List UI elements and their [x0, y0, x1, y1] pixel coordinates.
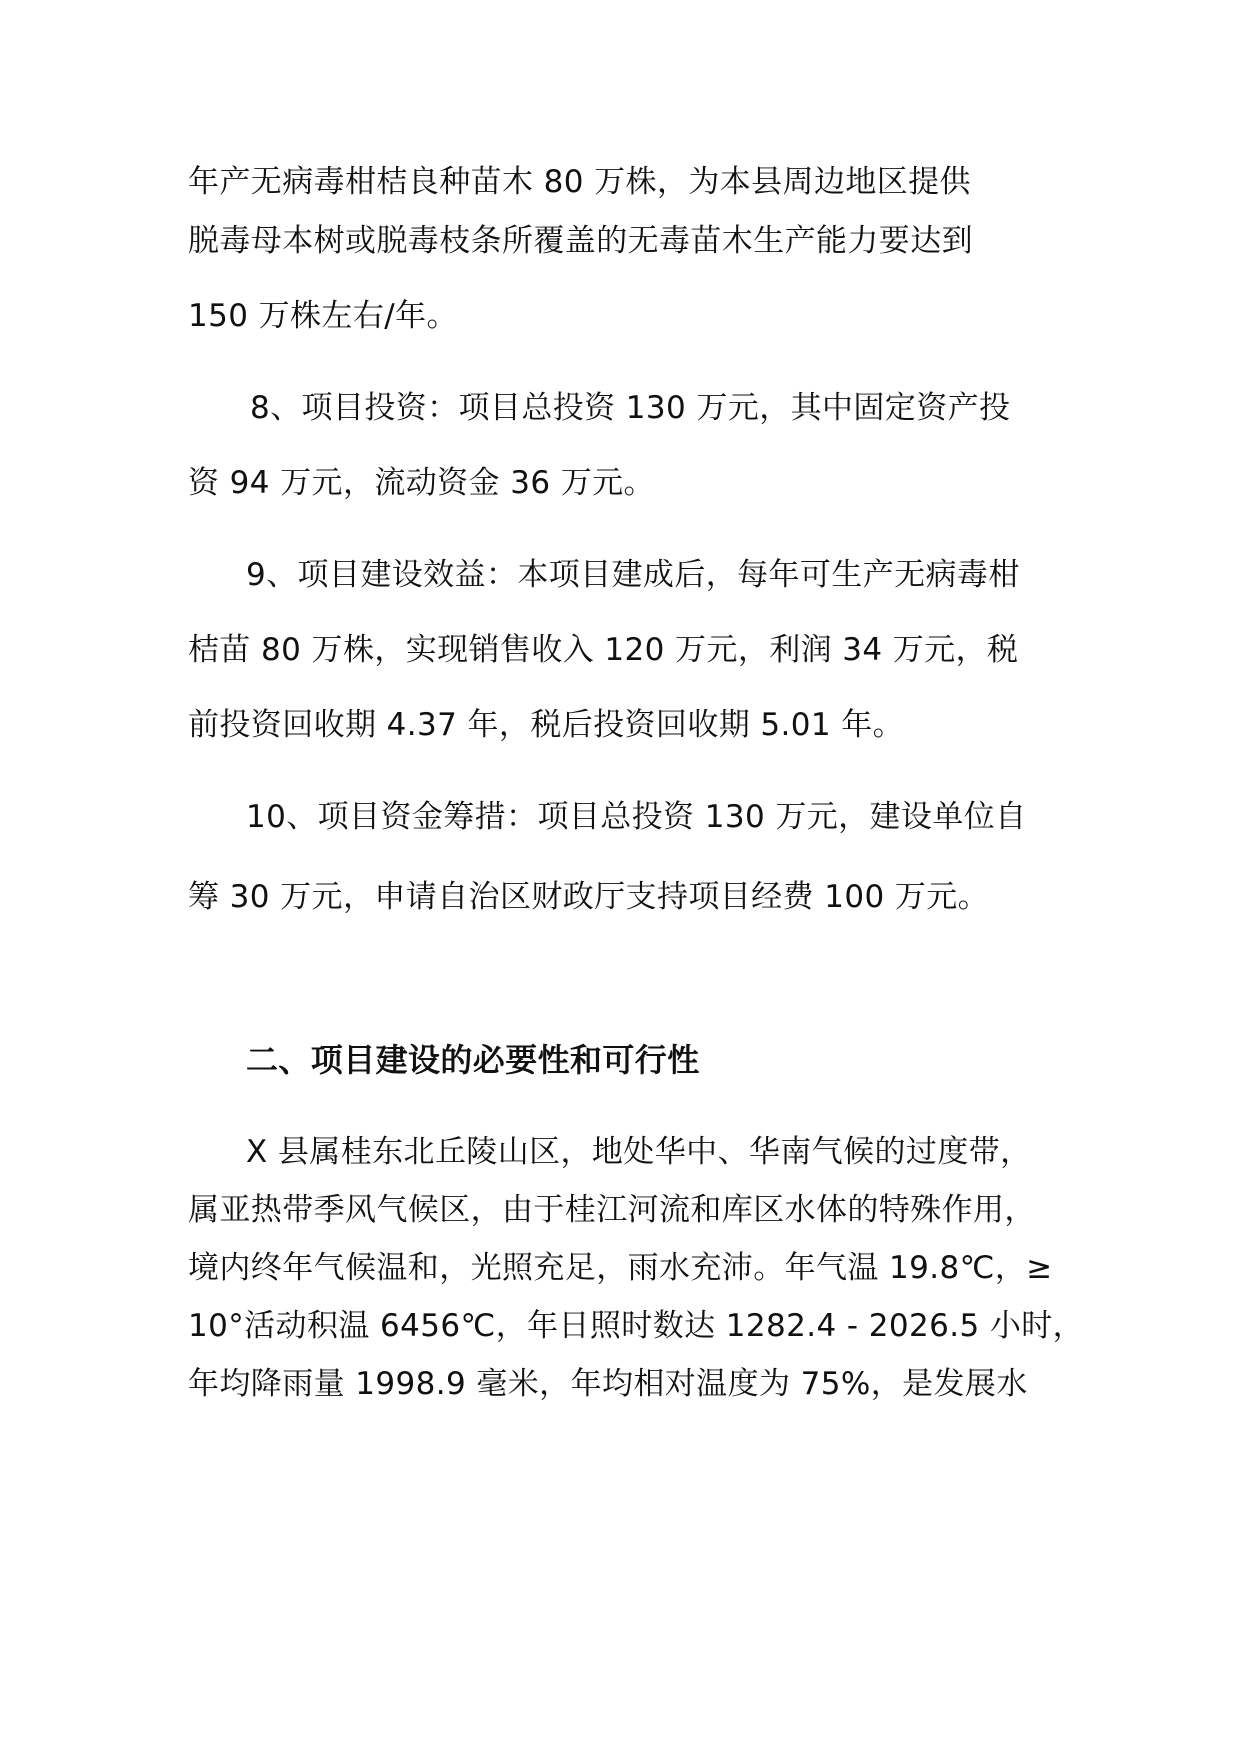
paragraph-line: X 县属桂东北丘陵山区，地处华中、华南气候的过度带， — [246, 1134, 1032, 1170]
paragraph-line: 桔苗 80 万株，实现销售收入 120 万元，利润 34 万元，税 — [188, 632, 1019, 668]
paragraph-line: 前投资回收期 4.37 年，税后投资回收期 5.01 年。 — [188, 707, 905, 743]
paragraph-line: 筹 30 万元，申请自治区财政厅支持项目经费 100 万元。 — [188, 879, 990, 915]
paragraph-line: 资 94 万元，流动资金 36 万元。 — [188, 465, 655, 501]
paragraph-line: 8、项目投资：项目总投资 130 万元，其中固定资产投 — [250, 390, 1011, 426]
paragraph-line: 属亚热带季风气候区，由于桂江河流和库区水体的特殊作用， — [188, 1192, 1036, 1228]
paragraph-line: 境内终年气候温和，光照充足，雨水充沛。年气温 19.8℃，≥ — [188, 1250, 1053, 1286]
paragraph-line: 年产无病毒柑桔良种苗木 80 万株，为本县周边地区提供 — [188, 164, 971, 200]
paragraph-line: 年均降雨量 1998.9 毫米，年均相对温度为 75%，是发展水 — [188, 1366, 1028, 1402]
section-heading: 二、项目建设的必要性和可行性 — [246, 1041, 700, 1079]
paragraph-line: 10、项目资金筹措：项目总投资 130 万元，建设单位自 — [246, 799, 1027, 835]
paragraph-line: 10°活动积温 6456℃，年日照时数达 1282.4 - 2026.5 小时， — [188, 1308, 1085, 1344]
paragraph-line: 9、项目建设效益：本项目建成后，每年可生产无病毒柑 — [246, 557, 1020, 593]
paragraph-line: 150 万株左右/年。 — [188, 298, 458, 334]
paragraph-line: 脱毒母本树或脱毒枝条所覆盖的无毒苗木生产能力要达到 — [188, 223, 973, 259]
